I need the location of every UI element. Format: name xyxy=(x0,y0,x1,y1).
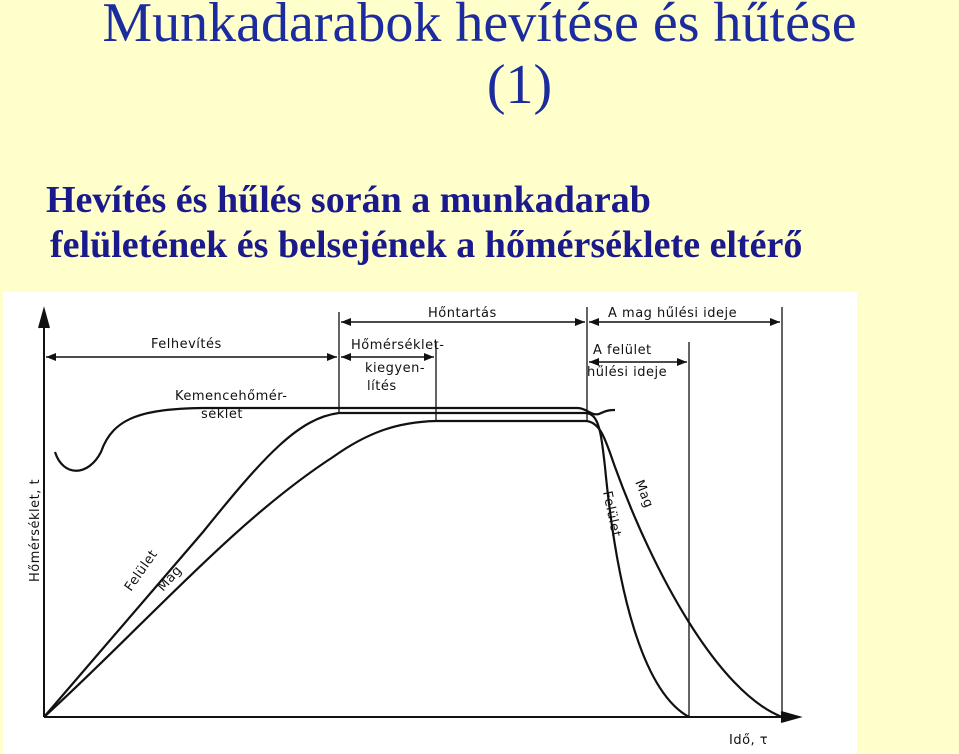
label-core-cooling: Mag xyxy=(631,477,657,511)
label-equalization-2: kiegyen- xyxy=(365,361,426,376)
label-surface-heating: Felület xyxy=(121,547,162,595)
x-axis-arrow xyxy=(781,712,799,722)
y-axis-arrow xyxy=(39,310,49,328)
subtitle-line2: felületének és belsejének a hőmérséklete eltérő xyxy=(50,224,803,266)
label-equalization-3: lítés xyxy=(367,379,397,394)
label-furnace-1: Kemencehőmér- xyxy=(175,389,288,404)
slide-title-line2: (1) xyxy=(486,54,553,116)
subtitle-line1: Hevítés és hűlés során a munkadarab xyxy=(46,179,651,221)
furnace-temperature-curve xyxy=(55,408,615,471)
label-equalization-1: Hőmérséklet- xyxy=(351,338,445,353)
slide-subtitle xyxy=(46,178,951,268)
core-temperature-curve xyxy=(44,421,782,717)
label-holding: Hőntartás xyxy=(428,306,497,321)
diagram-svg xyxy=(3,292,857,754)
slide-title xyxy=(0,0,959,116)
slide-title-line1: Munkadarabok hevítése és hűtése xyxy=(102,0,857,54)
label-x-axis: Idő, τ xyxy=(729,733,769,748)
heating-cooling-diagram xyxy=(3,292,857,754)
label-core-heating: Mag xyxy=(154,563,186,595)
label-furnace-2: séklet xyxy=(201,407,244,422)
label-heating: Felhevítés xyxy=(151,337,222,352)
label-core-cooling-time: A mag hűlési ideje xyxy=(608,306,738,321)
label-surface-cooling-1: A felület xyxy=(593,343,652,358)
label-surface-cooling-2: hűlési ideje xyxy=(587,365,668,380)
label-y-axis: Hőmérséklet, t xyxy=(28,478,43,582)
label-surface-cooling: Felület xyxy=(599,489,624,539)
